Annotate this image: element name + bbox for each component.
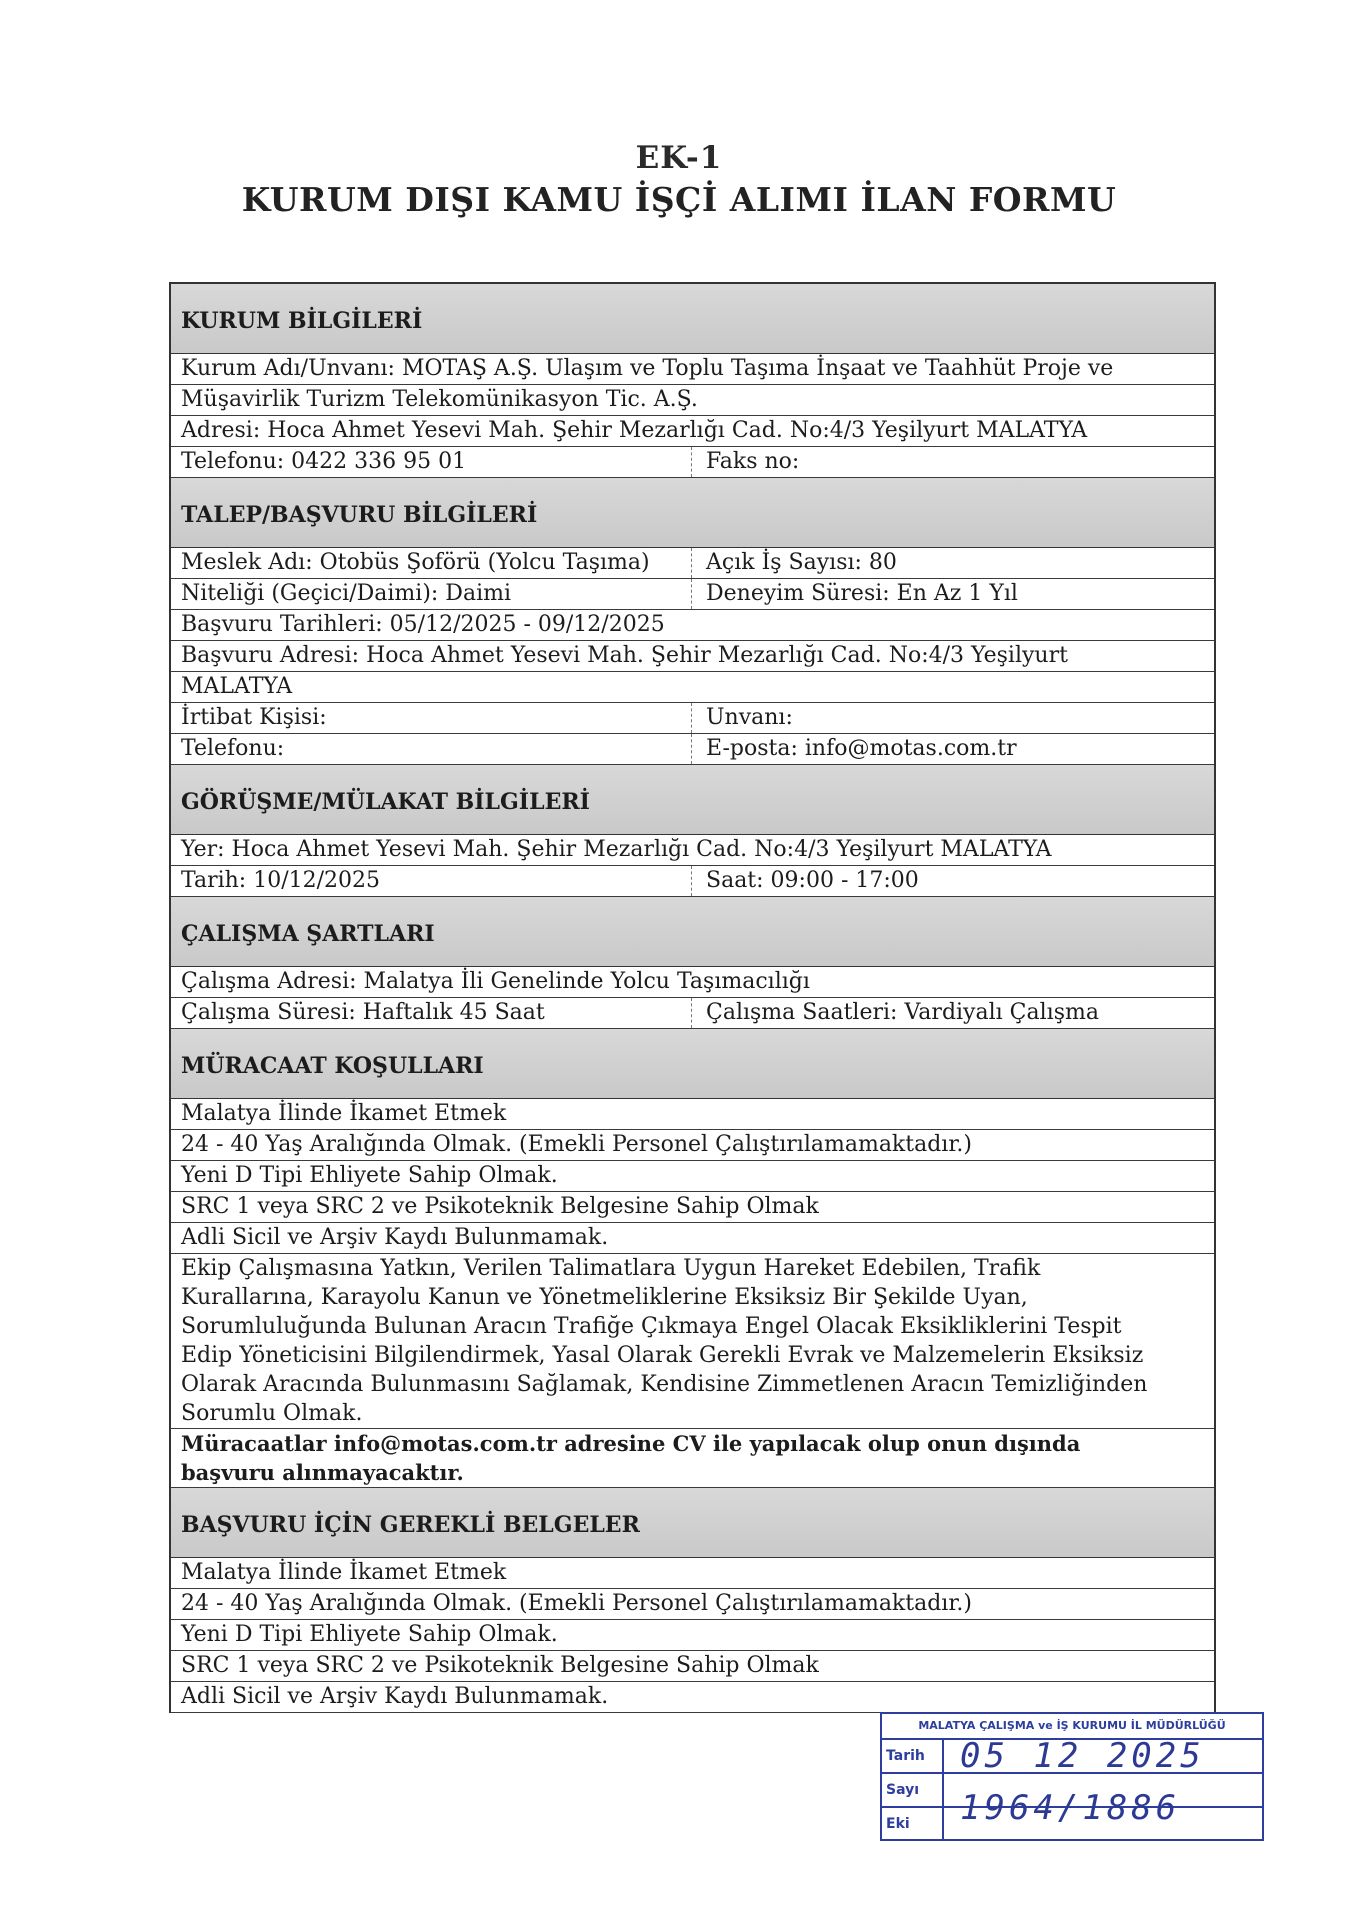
stamp-date-row xyxy=(882,1736,1262,1776)
talep-address-row-1: Başvuru Adresi: Hoca Ahmet Yesevi Mah. Şehir Mezarlığı Cad. No:4/3 Yeşilyurt xyxy=(171,641,1214,672)
kurum-contact-row xyxy=(171,447,1214,478)
gorusme-datetime-row xyxy=(171,866,1214,897)
calisma-duration-row xyxy=(171,998,1214,1029)
kurum-name-row-1: Kurum Adı/Unvanı: MOTAŞ A.Ş. Ulaşım ve Toplu Taşıma İnşaat ve Taahhüt Proje ve xyxy=(171,354,1214,385)
section-calisma-heading: ÇALIŞMA ŞARTLARI xyxy=(171,897,1214,967)
section-talep-heading: TALEP/BAŞVURU BİLGİLERİ xyxy=(171,478,1214,548)
profession: Meslek Adı: Otobüs Şoförü (Yolcu Taşıma) xyxy=(171,548,692,578)
list-item: Adli Sicil ve Arşiv Kaydı Bulunmamak. xyxy=(171,1682,1214,1713)
duties-line: Kurallarına, Karayolu Kanun ve Yönetmeliklerine Eksiksiz Bir Şekilde Uyan, xyxy=(181,1285,1028,1310)
probation: Deneyim Süresi: En Az 1 Yıl xyxy=(706,581,1018,606)
kurum-fax: Faks no: xyxy=(706,449,800,474)
list-item: SRC 1 veya SRC 2 ve Psikoteknik Belgesine Sahip Olmak xyxy=(171,1192,1214,1223)
duties-paragraph xyxy=(171,1254,1214,1429)
talep-contact-row xyxy=(171,703,1214,734)
contact-phone: Telefonu: xyxy=(171,734,692,764)
stamp-date-value: 05 12 2025 xyxy=(960,1736,1205,1776)
section-gorusme-heading: GÖRÜŞME/MÜLAKAT BİLGİLERİ xyxy=(171,765,1214,835)
section-muracaat-heading: MÜRACAAT KOŞULLARI xyxy=(171,1029,1214,1099)
open-positions: Açık İş Sayısı: 80 xyxy=(706,550,897,575)
stamp-header: MALATYA ÇALIŞMA ve İŞ KURUMU İL MÜDÜRLÜĞÜ xyxy=(882,1714,1262,1740)
list-item: Yeni D Tipi Ehliyete Sahip Olmak. xyxy=(171,1620,1214,1651)
talep-nature-row xyxy=(171,579,1214,610)
talep-profession-row xyxy=(171,548,1214,579)
list-item: Yeni D Tipi Ehliyete Sahip Olmak. xyxy=(171,1161,1214,1192)
kurum-name-row-2: Müşavirlik Turizm Telekomünikasyon Tic. A.Ş. xyxy=(171,385,1214,416)
stamp-date-label: Tarih xyxy=(882,1740,944,1772)
duties-line: Olarak Aracında Bulunmasını Sağlamak, Kendisine Zimmetlenen Aracın Temizliğinden xyxy=(181,1372,1148,1397)
note-line: başvuru alınmayacaktır. xyxy=(181,1460,464,1485)
announcement-form xyxy=(169,282,1216,1713)
job-nature: Niteliği (Geçici/Daimi): Daimi xyxy=(171,579,692,609)
duties-line: Ekip Çalışmasına Yatkın, Verilen Talimatlara Uygun Hareket Edebilen, Trafik xyxy=(181,1256,1041,1281)
gorusme-place-row: Yer: Hoca Ahmet Yesevi Mah. Şehir Mezarlığı Cad. No:4/3 Yeşilyurt MALATYA xyxy=(171,835,1214,866)
application-note xyxy=(171,1429,1214,1488)
calisma-address-row: Çalışma Adresi: Malatya İli Genelinde Yolcu Taşımacılığı xyxy=(171,967,1214,998)
list-item: 24 - 40 Yaş Aralığında Olmak. (Emekli Personel Çalıştırılamamaktadır.) xyxy=(171,1130,1214,1161)
talep-phone-row xyxy=(171,734,1214,765)
duties-line: Edip Yöneticisini Bilgilendirmek, Yasal Olarak Gerekli Evrak ve Malzemelerin Eksiksiz xyxy=(181,1343,1144,1368)
stamp-attachment-row xyxy=(882,1808,1262,1840)
section-kurum-heading: KURUM BİLGİLERİ xyxy=(171,284,1214,354)
list-item: Adli Sicil ve Arşiv Kaydı Bulunmamak. xyxy=(171,1223,1214,1254)
talep-address-row-2: MALATYA xyxy=(171,672,1214,703)
list-item: Malatya İlinde İkamet Etmek xyxy=(171,1099,1214,1130)
note-line: Müracaatlar info@motas.com.tr adresine CV ile yapılacak olup onun dışında xyxy=(181,1431,1081,1456)
kurum-address-row: Adresi: Hoca Ahmet Yesevi Mah. Şehir Mezarlığı Cad. No:4/3 Yeşilyurt MALATYA xyxy=(171,416,1214,447)
work-hours: Çalışma Saatleri: Vardiyalı Çalışma xyxy=(706,1000,1099,1025)
section-belgeler-heading: BAŞVURU İÇİN GEREKLİ BELGELER xyxy=(171,1488,1214,1558)
stamp-attachment-label: Eki xyxy=(882,1808,944,1840)
form-title: KURUM DIŞI KAMU İŞÇİ ALIMI İLAN FORMU xyxy=(241,180,1117,219)
contact-email: E-posta: info@motas.com.tr xyxy=(706,736,1017,761)
list-item: Malatya İlinde İkamet Etmek xyxy=(171,1558,1214,1589)
talep-dates-row: Başvuru Tarihleri: 05/12/2025 - 09/12/2025 xyxy=(171,610,1214,641)
registry-stamp xyxy=(880,1712,1264,1841)
work-duration: Çalışma Süresi: Haftalık 45 Saat xyxy=(171,998,692,1028)
kurum-phone: Telefonu: 0422 336 95 01 xyxy=(171,447,692,477)
duties-line: Sorumluluğunda Bulunan Aracın Trafiğe Çıkmaya Engel Olacak Eksikliklerini Tespit xyxy=(181,1314,1122,1339)
interview-date: Tarih: 10/12/2025 xyxy=(171,866,692,896)
interview-time: Saat: 09:00 - 17:00 xyxy=(706,868,919,893)
stamp-number-value: 1964/1886 xyxy=(960,1788,1181,1828)
stamp-number-label: Sayı xyxy=(882,1774,944,1806)
contact-person: İrtibat Kişisi: xyxy=(171,703,692,733)
list-item: 24 - 40 Yaş Aralığında Olmak. (Emekli Personel Çalıştırılamamaktadır.) xyxy=(171,1589,1214,1620)
list-item: SRC 1 veya SRC 2 ve Psikoteknik Belgesine Sahip Olmak xyxy=(171,1651,1214,1682)
annex-label: EK-1 xyxy=(635,140,723,176)
duties-line: Sorumlu Olmak. xyxy=(181,1401,363,1426)
contact-title: Unvanı: xyxy=(706,705,793,730)
